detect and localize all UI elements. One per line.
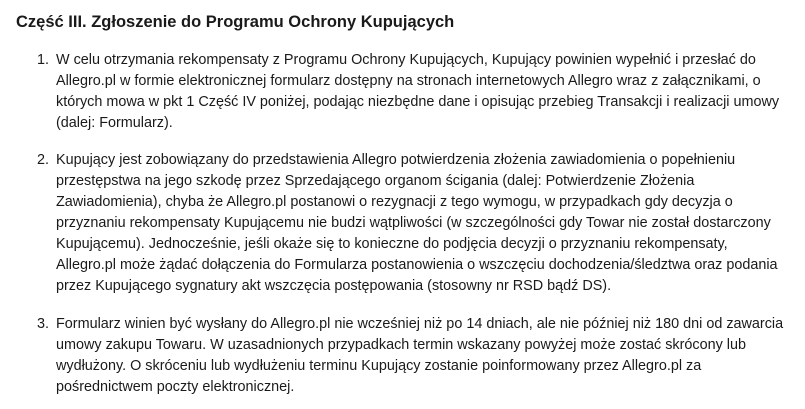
text-line: przyznaniu rekompensaty Kupującemu nie budzi wątpliwości (w szczególności gdy Towar nie został dostarczony: [56, 215, 771, 231]
text-line: (dalej: Formularz).: [56, 115, 173, 131]
section-title: Część III. Zgłoszenie do Programu Ochrony Kupujących: [16, 13, 455, 31]
text-line: pośrednictwem poczty elektronicznej.: [56, 379, 295, 395]
list-item-text: [56, 314, 801, 398]
list-item-text: [56, 150, 801, 297]
list-item-text: [56, 50, 801, 134]
text-line: Kupujący jest zobowiązany do przedstawienia Allegro potwierdzenia złożenia zawiadomienia o popełnieniu: [56, 152, 736, 168]
list-item-number: 3.: [37, 316, 50, 332]
text-line: W celu otrzymania rekompensaty z Programu Ochrony Kupujących, Kupujący powinien wypełnić i przesłać do: [56, 52, 756, 68]
text-line: których mowa w pkt 1 Część IV poniżej, podając niezbędne dane i opisując przebieg Transakcji i realizacji umowy: [56, 94, 780, 110]
text-line: przestępstwa na jego szkodę przez Sprzedającego organom ścigania (dalej: Potwierdzenie Złożenia: [56, 173, 695, 189]
list-item-number: 2.: [37, 152, 50, 168]
list-item-number: 1.: [37, 52, 50, 68]
text-line: Formularz winien być wysłany do Allegro.pl nie wcześniej niż po 14 dniach, ale nie później niż 180 dni od zawarcia: [56, 316, 784, 332]
text-line: Kupującemu). Jednocześnie, jeśli okaże się to konieczne do podjęcia decyzji o przyznaniu rekompensaty,: [56, 236, 728, 252]
text-line: umowy zakupu Towaru. W uzasadnionych przypadkach termin wskazany powyżej może zostać skrócony lub: [56, 337, 746, 353]
text-line: wydłużony. O skróceniu lub wydłużeniu terminu Kupujący zostanie poinformowany przez Allegro.pl za: [56, 358, 702, 374]
text-line: Allegro.pl w formie elektronicznej formularz dostępny na stronach internetowych Allegro wraz z załącznikami, o: [56, 73, 761, 89]
text-line: Zawiadomienia), chyba że Allegro.pl postanowi o rezygnacji z tego wymogu, w przypadkach gdy decyzja o: [56, 194, 733, 210]
text-line: Allegro.pl może żądać dołączenia do Formularza postanowienia o wszczęciu dochodzenia/śledztwa oraz podania: [56, 257, 778, 273]
text-line: przez Kupującego sygnatury akt wszczęcia postępowania (stosowny nr RSD bądź DS).: [56, 278, 612, 294]
